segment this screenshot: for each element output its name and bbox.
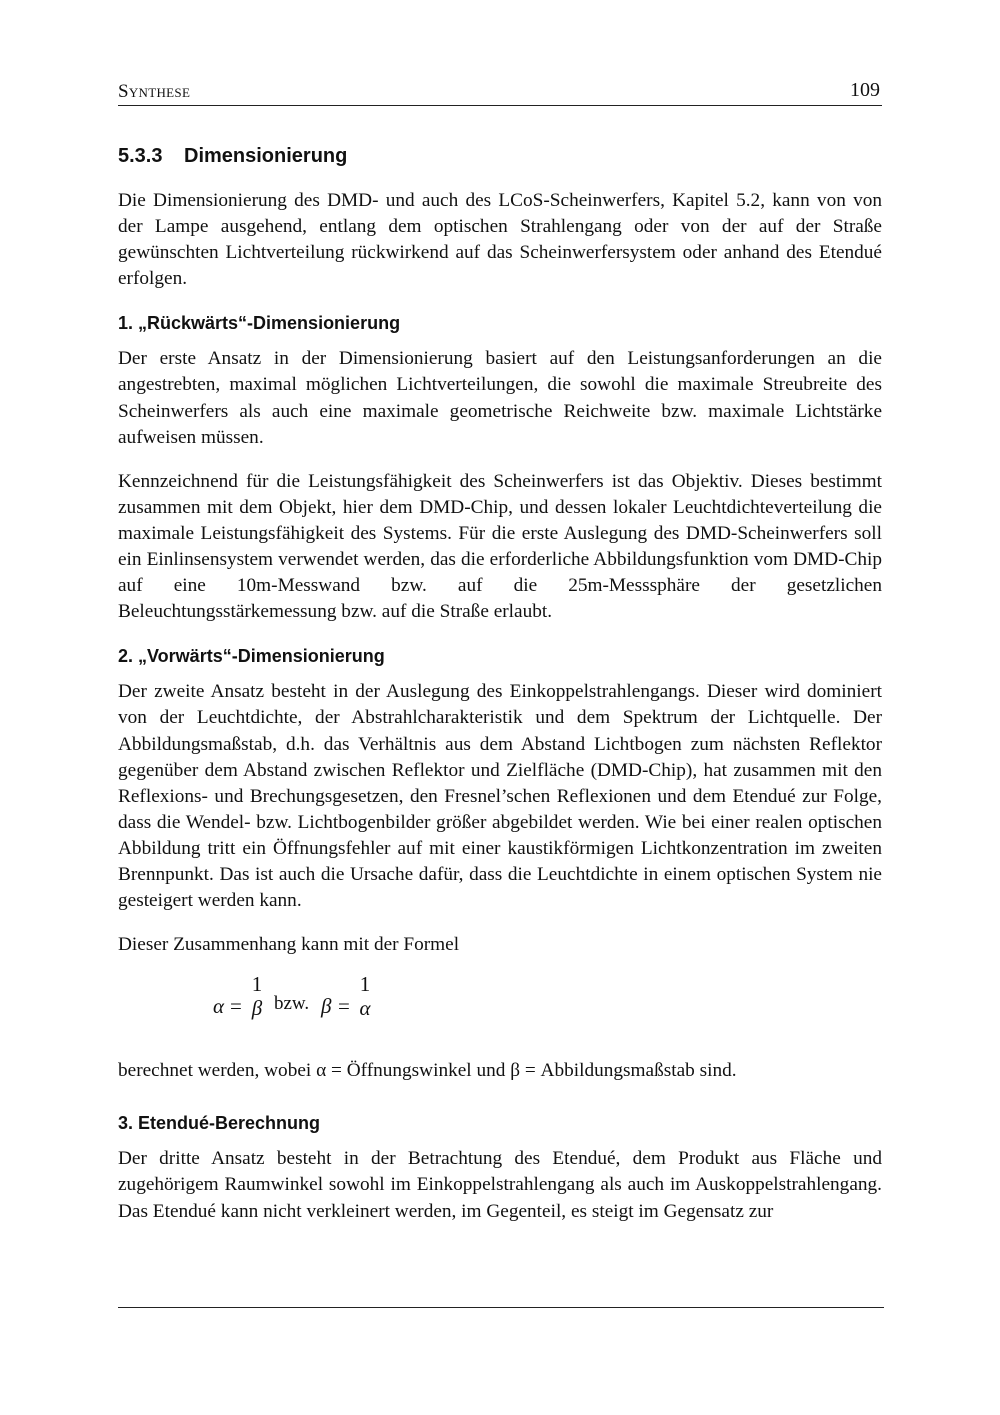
section-title: Dimensionierung bbox=[184, 145, 348, 167]
formula-equals-2: = bbox=[338, 994, 350, 1019]
subheading-vorwaerts: 2. „Vorwärts“-Dimensionierung bbox=[118, 646, 385, 667]
running-header bbox=[118, 79, 882, 106]
paragraph-vorwaerts-1: Der zweite Ansatz besteht in der Auslegung des Einkoppelstrahlengangs. Dieser wird dominiert von der Leuchtdichte, der Abstrahlcharakteristik und dem Spektrum der Lichtquelle. Der Abbildungsmaßstab, d.h. das Verhältnis aus dem Abstand Lichtbogen zum nächsten Reflektor gegenüber dem Abstand zwischen Reflektor und Zielfläche (DMD-Chip), hat zusammen mit den Reflexions- und Brechungsgesetzen, den Fresnel’schen Reflexionen und dem Etendué zur Folge, dass die Wendel- bzw. Lichtbogenbilder größer abgebildet werden. Wie bei einer realen optischen Abbildung tritt ein Öffnungsfehler auf mit einer kaustikförmigen Lichtkonzentration im zweiten Brennpunkt. Das ist auch die Ursache dafür, dass die Leuchtdichte in einem optischen System nie gesteigert werden kann. bbox=[118, 681, 882, 912]
formula-connector: bzw. bbox=[274, 993, 310, 1015]
paragraph-etendue-1: Der dritte Ansatz besteht in der Betrachtung des Etendué, dem Produkt aus Fläche und zugehörigem Raumwinkel sowohl im Einkoppelstrahlengang als auch im Auskoppelstrahlengang. Das Etendué kann nicht verkleinert werden, im Gegenteil, es steigt im Gegensatz zur bbox=[118, 1148, 882, 1222]
formula-fraction-1 bbox=[246, 972, 268, 1020]
paragraph-rueckwaerts-1: Der erste Ansatz in der Dimensionierung basiert auf den Leistungsanforderungen an die angestrebten, maximal möglichen Lichtverteilungen, die sowohl die maximale Streubreite des Scheinwerfers als auch eine maximale geometrische Reichweite bzw. maximale Lichtstärke aufweisen müssen. bbox=[118, 348, 882, 448]
paragraph-vorwaerts-3: berechnet werden, wobei α = Öffnungswinkel und β = Abbildungsmaßstab sind. bbox=[118, 1060, 737, 1082]
intro-paragraph: Die Dimensionierung des DMD- und auch des LCoS-Scheinwerfers, Kapitel 5.2, kann von von der Lampe ausgehend, entlang dem optischen Strahlengang oder von der auf der Straße gewünschten Lichtverteilung rückwirkend auf das Scheinwerfersystem oder anhand des Etendué erfolgen. bbox=[118, 190, 882, 290]
section-number: 5.3.3 bbox=[118, 145, 163, 167]
formula-equals-1: = bbox=[230, 994, 242, 1019]
formula-fraction-2 bbox=[354, 972, 376, 1020]
page-number: 109 bbox=[850, 79, 880, 101]
footer-rule bbox=[118, 1307, 884, 1308]
paragraph-vorwaerts-2: Dieser Zusammenhang kann mit der Formel bbox=[118, 934, 460, 956]
formula-denominator-1: β bbox=[251, 996, 263, 1021]
section-heading bbox=[118, 142, 882, 170]
formula-alpha-lhs: α bbox=[213, 994, 225, 1019]
formula bbox=[118, 972, 882, 1044]
formula-numerator-1: 1 bbox=[251, 972, 263, 997]
formula-denominator-2: α bbox=[359, 996, 371, 1021]
formula-numerator-2: 1 bbox=[359, 972, 371, 997]
page-content bbox=[118, 142, 882, 1243]
subheading-rueckwaerts: 1. „Rückwärts“-Dimensionierung bbox=[118, 313, 401, 334]
paragraph-rueckwaerts-2: Kennzeichnend für die Leistungsfähigkeit des Scheinwerfers ist das Objektiv. Dieses bestimmt zusammen mit dem Objekt, hier dem DMD-Chip, und dessen lokaler Leuchtdichteverteilung die maximale Leistungsfähigkeit des Systems. Für die erste Auslegung des DMD-Scheinwerfers soll ein Einlinsensystem verwendet werden, das die erforderliche Abbildungsfunktion vom DMD-Chip auf eine 10m-Messwand bzw. auf die 25m-Messsphäre der gesetzlichen Beleuchtungsstärkemessung bzw. auf die Straße erlaubt. bbox=[118, 470, 882, 623]
subheading-etendue: 3. Etendué-Berechnung bbox=[118, 1113, 321, 1134]
header-chapter-title: Synthese bbox=[118, 81, 191, 102]
formula-beta-lhs: β bbox=[321, 994, 332, 1019]
